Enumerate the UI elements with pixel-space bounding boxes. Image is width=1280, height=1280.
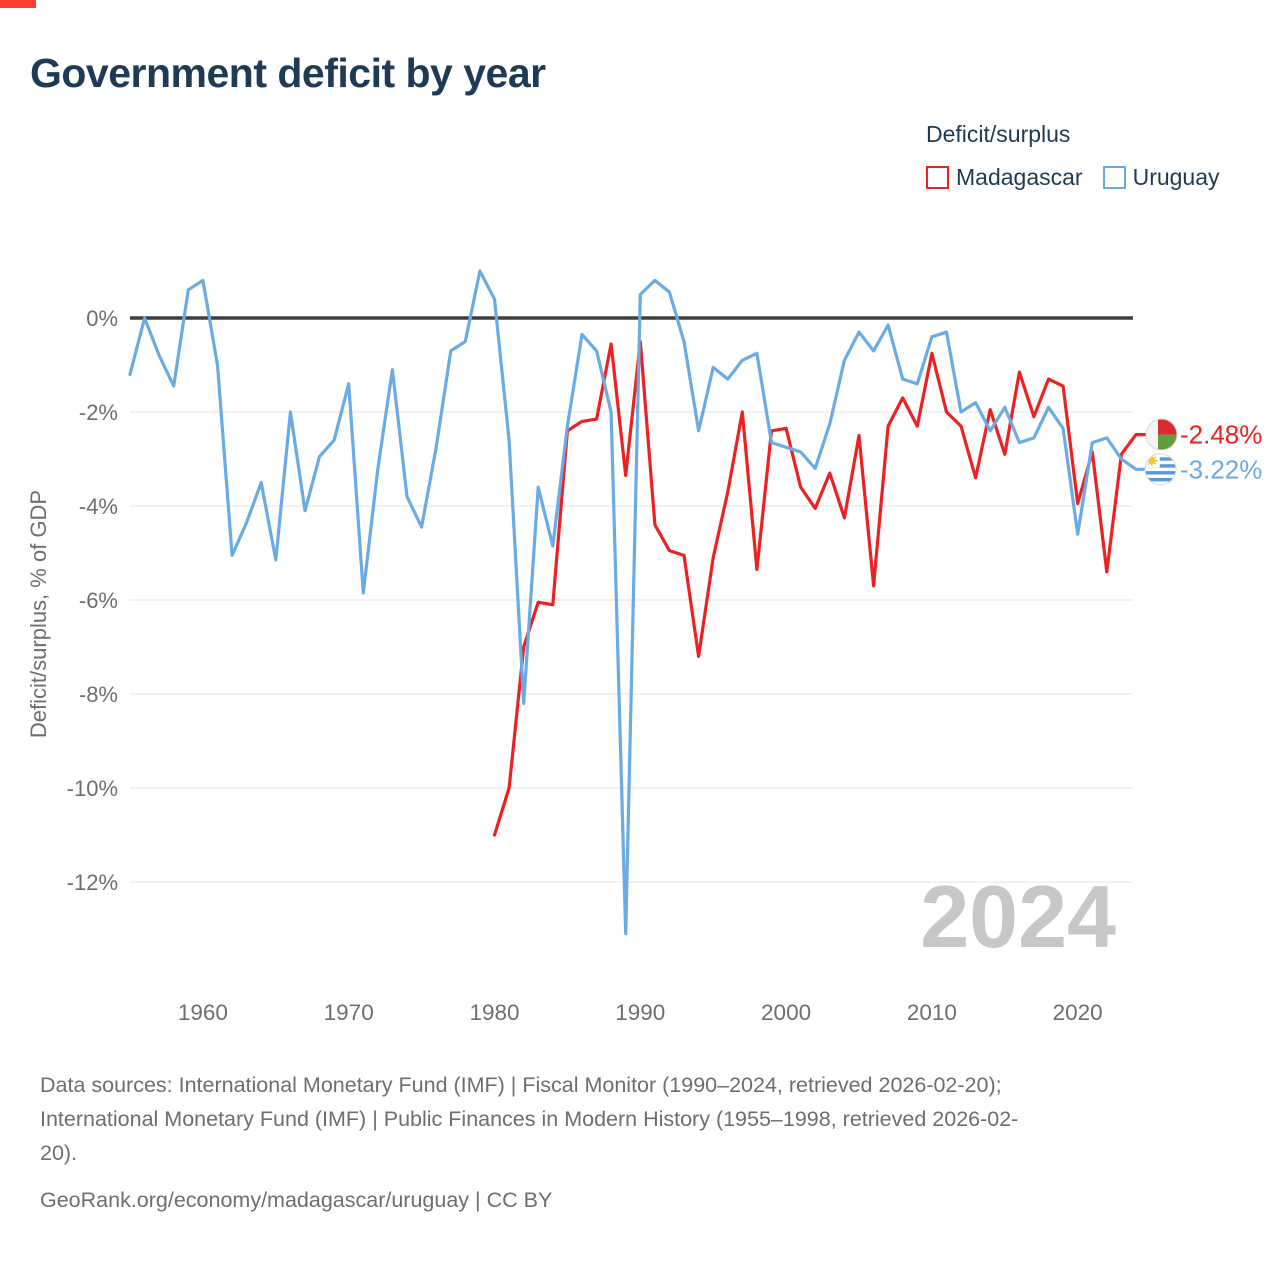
- x-tick-label: 2020: [1052, 1000, 1103, 1025]
- x-axis-labels: [178, 1000, 1103, 1025]
- series-line-madagascar[interactable]: [495, 342, 1147, 836]
- x-tick-label: 2000: [761, 1000, 812, 1025]
- x-tick-label: 1960: [177, 1000, 228, 1025]
- data-sources-line: 20).: [40, 1141, 78, 1165]
- data-sources-line: International Monetary Fund (IMF) | Public Finances in Modern History (1955–1998, retrieved 2026-02-: [40, 1107, 1019, 1131]
- y-tick-label: -2%: [78, 400, 118, 425]
- y-axis-labels: [67, 306, 118, 895]
- y-axis-title: Deficit/surplus, % of GDP: [26, 489, 51, 739]
- x-tick-label: 1990: [615, 1000, 666, 1025]
- legend-label-madagascar: Madagascar: [956, 164, 1083, 190]
- year-watermark: 2024: [920, 867, 1116, 966]
- madagascar-end-value: -2.48%: [1180, 419, 1263, 450]
- uruguay-end-value: -3.22%: [1180, 454, 1263, 485]
- legend-label-uruguay: Uruguay: [1132, 164, 1220, 190]
- y-tick-label: -12%: [66, 870, 118, 895]
- x-tick-label: 2010: [906, 1000, 957, 1025]
- x-tick-label: 1970: [323, 1000, 374, 1025]
- credit-link[interactable]: GeoRank.org/economy/madagascar/uruguay | CC BY: [40, 1188, 553, 1212]
- legend-title: Deficit/surplus: [926, 121, 1071, 147]
- y-tick-label: 0%: [86, 306, 118, 331]
- footer: [40, 1068, 1250, 1217]
- y-tick-label: -8%: [78, 682, 118, 707]
- y-tick-label: -6%: [78, 588, 118, 613]
- page-title: Government deficit by year: [30, 50, 546, 96]
- data-sources-line: Data sources: International Monetary Fund (IMF) | Fiscal Monitor (1990–2024, retrieved 2026-02-20);: [40, 1073, 1002, 1097]
- series-line-uruguay[interactable]: [130, 271, 1146, 934]
- y-tick-label: -4%: [78, 494, 118, 519]
- y-tick-label: -10%: [66, 776, 118, 801]
- x-tick-label: 1980: [469, 1000, 520, 1025]
